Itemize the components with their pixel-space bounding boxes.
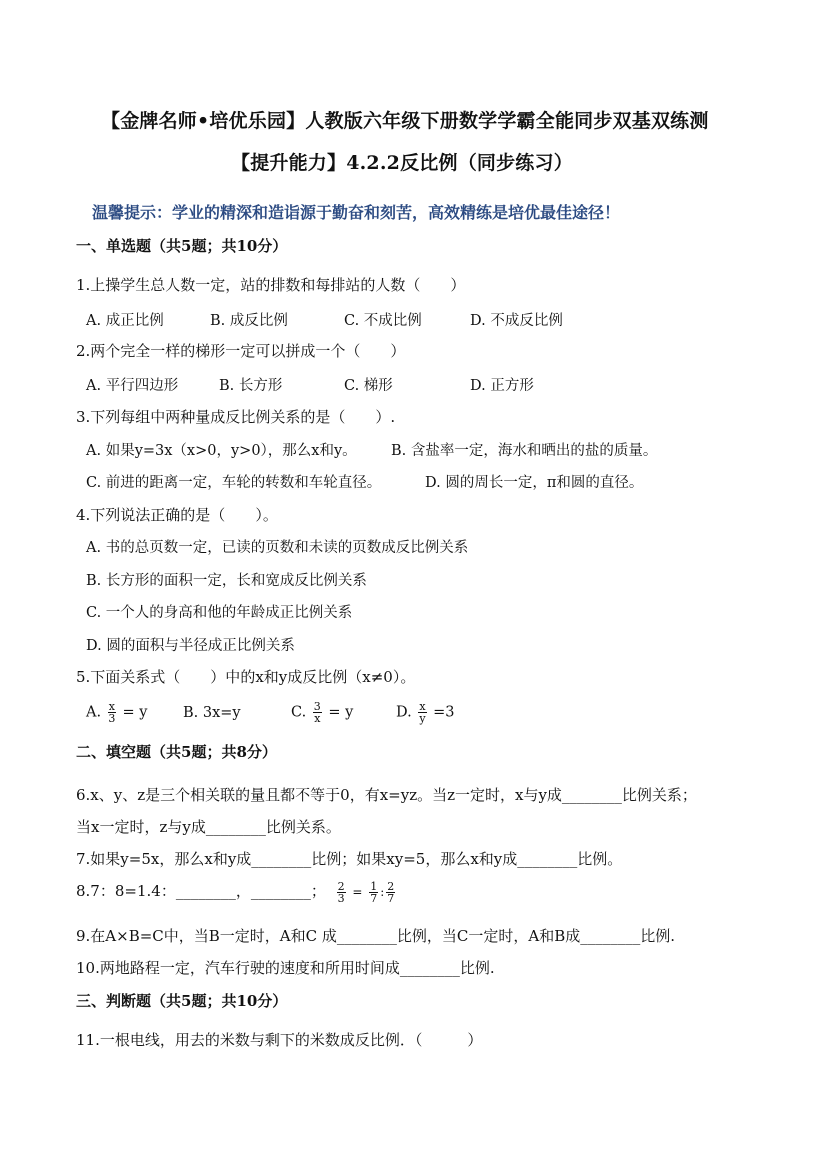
question-9: 9.在A×B=C中，当B一定时，A和C 成________比例，当C一定时，A和B成________比例. xyxy=(76,927,675,945)
q5-c-denominator: x xyxy=(314,712,321,725)
q1-option-b: B. 成反比例 xyxy=(210,313,288,329)
q1-option-a: A. 成正比例 xyxy=(86,313,164,329)
question-4: 4.下列说法正确的是（ ）。 xyxy=(76,506,278,524)
question-1: 1.上操学生总人数一定，站的排数和每排站的人数（ ） xyxy=(76,276,466,294)
q4-option-b: B. 长方形的面积一定，长和宽成反比例关系 xyxy=(86,573,367,589)
q5-a-fraction xyxy=(108,701,116,724)
q3-option-b: B. 含盐率一定，海水和晒出的盐的质量。 xyxy=(391,443,658,459)
q5-a-tail: = y xyxy=(122,704,148,721)
q5-c-label: C. xyxy=(291,704,307,721)
section-fill-blank: 二、填空题（共5题；共8分） xyxy=(76,743,277,761)
q5-a-label: A. xyxy=(86,704,102,721)
q1-option-c: C. 不成比例 xyxy=(344,313,422,329)
q5-d-tail: =3 xyxy=(433,704,455,721)
q8-equals: = xyxy=(352,885,363,899)
q3-option-c: C. 前进的距离一定，车轮的转数和车轮直径。 xyxy=(86,475,382,491)
q8-colon: : xyxy=(380,885,385,899)
q5-c-fraction xyxy=(313,701,322,724)
question-3: 3.下列每组中两种量成反比例关系的是（ ）. xyxy=(76,408,396,426)
q8-f1-denominator: 3 xyxy=(337,891,345,905)
q4-option-a: A. 书的总页数一定，已读的页数和未读的页数成反比例关系 xyxy=(86,540,469,556)
q3-option-a: A. 如果y=3x（x>0，y>0），那么x和y。 xyxy=(86,443,357,459)
q5-a-denominator: 3 xyxy=(108,712,116,725)
question-5: 5.下面关系式（ ）中的x和y成反比例（x≠0）。 xyxy=(76,668,416,686)
question-6-line-2: 当x一定时，z与y成________比例关系。 xyxy=(76,818,341,836)
q2-option-b: B. 长方形 xyxy=(219,378,283,394)
title-line-2: 【提升能力】4.2.2反比例（同步练习） xyxy=(231,152,573,174)
tip-text: 温馨提示：学业的精深和造诣源于勤奋和刻苦，高效精练是培优最佳途径！ xyxy=(92,203,621,222)
q8-lead: 8.7：8=1.4：________，________； xyxy=(76,882,326,900)
q5-d-fraction xyxy=(418,701,426,724)
section-single-choice: 一、单选题（共5题；共10分） xyxy=(76,237,288,255)
q8-fraction-1 xyxy=(337,881,346,904)
q8-f3-numerator: 2 xyxy=(387,879,395,893)
q8-fraction-2 xyxy=(369,881,378,904)
q8-fraction-3 xyxy=(386,881,395,904)
question-7: 7.如果y=5x，那么x和y成________比例；如果xy=5，那么x和y成________比例。 xyxy=(76,850,623,868)
q5-c-tail: = y xyxy=(328,704,354,721)
question-2: 2.两个完全一样的梯形一定可以拼成一个（ ） xyxy=(76,342,406,360)
q8-f2-numerator: 1 xyxy=(370,879,378,893)
question-11: 11.一根电线，用去的米数与剩下的米数成反比例．（ ） xyxy=(76,1031,483,1049)
q4-option-c: C. 一个人的身高和他的年龄成正比例关系 xyxy=(86,605,353,621)
q2-option-d: D. 正方形 xyxy=(470,378,534,394)
q5-d-label: D. xyxy=(396,704,412,721)
q5-option-b: B. 3x=y xyxy=(183,705,241,721)
q2-option-c: C. 梯形 xyxy=(344,378,393,394)
q2-option-a: A. 平行四边形 xyxy=(86,378,179,394)
q5-d-denominator: y xyxy=(419,712,426,725)
q3-option-d: D. 圆的周长一定，π和圆的直径。 xyxy=(425,475,644,491)
section-true-false: 三、判断题（共5题；共10分） xyxy=(76,992,288,1010)
q5-c-numerator: 3 xyxy=(313,700,321,713)
question-6-line-1: 6.x、y、z是三个相关联的量且都不等于0，有x=yz。当z一定时，x与y成________比例关系； xyxy=(76,786,697,804)
title-line-1: 【金牌名师•培优乐园】人教版六年级下册数学学霸全能同步双基双练测 xyxy=(101,110,709,132)
q1-option-d: D. 不成反比例 xyxy=(470,313,563,329)
q5-option-c xyxy=(291,701,353,724)
question-10: 10.两地路程一定，汽车行驶的速度和所用时间成________比例. xyxy=(76,959,495,977)
question-8 xyxy=(76,880,397,904)
q5-option-a xyxy=(86,701,147,724)
q8-f3-denominator: 7 xyxy=(387,891,395,905)
q4-option-d: D. 圆的面积与半径成正比例关系 xyxy=(86,638,295,654)
q8-f2-denominator: 7 xyxy=(370,891,378,905)
q5-option-d xyxy=(396,701,455,724)
q8-f1-numerator: 2 xyxy=(337,879,345,893)
q5-a-numerator: x xyxy=(108,700,115,713)
q5-d-numerator: x xyxy=(419,700,426,713)
